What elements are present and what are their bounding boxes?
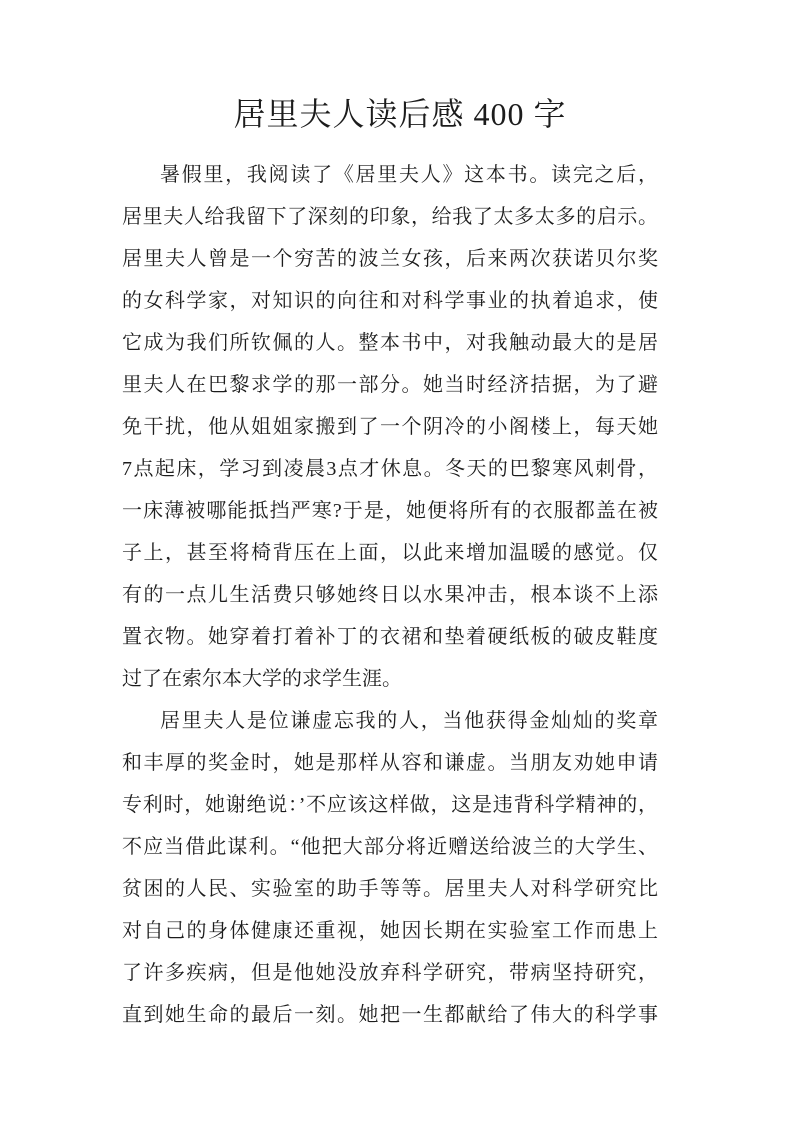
text-line: 专利时，她谢绝说：’不应该这样做，这是违背科学精神的， (122, 794, 658, 816)
text-line: 免干扰，他从姐姐家搬到了一个阴冷的小阁楼上，每天她 (122, 416, 658, 438)
text-line: 了许多疾病，但是他她没放弃科学研究，带病坚持研究， (122, 962, 658, 984)
text-line: 有的一点儿生活费只够她终日以水果冲击，根本谈不上添 (122, 584, 658, 606)
text-line: 不应当借此谋利。“他把大部分将近赠送给波兰的大学生、 (122, 836, 658, 858)
text-line: 贫困的人民、实验室的助手等等。居里夫人对科学研究比 (122, 878, 658, 900)
text-line: 一床薄被哪能抵挡严寒?于是，她便将所有的衣服都盖在被 (122, 500, 658, 522)
text-line: 对自己的身体健康还重视，她因长期在实验室工作而患上 (122, 920, 658, 942)
text-line: 里夫人在巴黎求学的那一部分。她当时经济拮据，为了避 (122, 374, 658, 396)
text-line: 置衣物。她穿着打着补丁的衣裙和垫着硬纸板的破皮鞋度 (122, 626, 658, 648)
text-line: 居里夫人给我留下了深刻的印象，给我了太多太多的启示。 (122, 206, 658, 228)
text-line: 子上，甚至将椅背压在上面，以此来增加温暖的感觉。仅 (122, 542, 658, 564)
text-line: 暑假里，我阅读了《居里夫人》这本书。读完之后， (160, 164, 658, 186)
text-line: 过了在索尔本大学的求学生涯。 (122, 668, 402, 690)
text-line: 居里夫人曾是一个穷苦的波兰女孩，后来两次获诺贝尔奖 (122, 248, 658, 270)
paragraph (122, 700, 658, 1036)
text-line: 的女科学家，对知识的向往和对科学事业的执着追求，使 (122, 290, 658, 312)
document-body (122, 154, 658, 1036)
text-line: 直到她生命的最后一刻。她把一生都献给了伟大的科学事 (122, 1004, 658, 1026)
page-title: 居里夫人读后感 400 字 (233, 96, 567, 132)
paragraph (122, 154, 658, 700)
text-line: 7点起床，学习到凌晨3点才休息。冬天的巴黎寒风刺骨， (122, 458, 658, 480)
text-line: 居里夫人是位谦虚忘我的人，当他获得金灿灿的奖章 (160, 710, 658, 732)
text-line: 和丰厚的奖金时，她是那样从容和谦虚。当朋友劝她申请 (122, 752, 658, 774)
text-line: 它成为我们所钦佩的人。整本书中，对我触动最大的是居 (122, 332, 658, 354)
